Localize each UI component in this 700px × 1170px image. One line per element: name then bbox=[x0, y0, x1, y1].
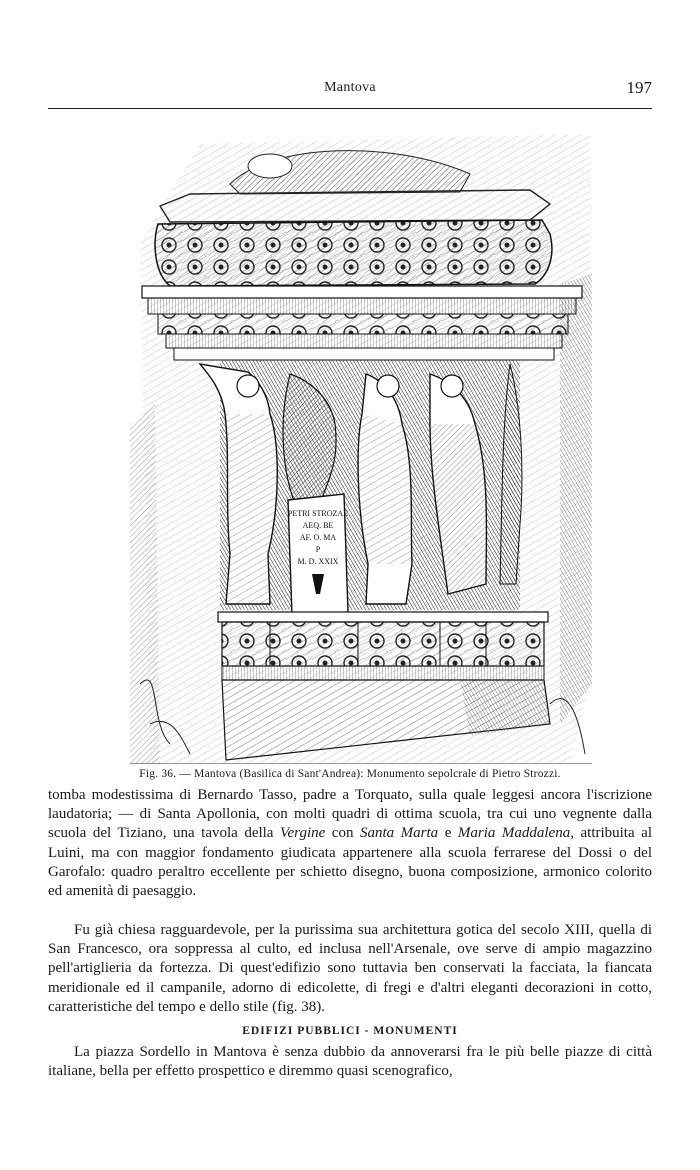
inscription-line: AEQ. BE bbox=[302, 521, 334, 530]
paragraph-1-text: tomba modestissima di Bernardo Tasso, padre a Torquato, sulla quale leggesi ancora l'iscrizione laudatoria; — di Santa Apollonia, con molti quadri di ottima scuola, tra cui uno vegnente dalla scuola del Tiziano, una tavola della bbox=[48, 787, 652, 842]
paragraph-3 bbox=[48, 1043, 652, 1081]
figure-engraving bbox=[130, 124, 592, 764]
page-header bbox=[48, 80, 652, 106]
inscription-line: PETRI STROZAE bbox=[287, 509, 349, 518]
running-title: Mantova bbox=[324, 80, 376, 95]
paragraph-3-text: La piazza Sordello in Mantova è senza dubbio da annoverarsi fra le più belle piazze di città italiane, bella per effetto prospettico e diremmo quasi scenografico, bbox=[48, 1044, 652, 1080]
section-heading: EDIFIZI PUBBLICI - MONUMENTI bbox=[242, 1025, 458, 1037]
inscription-line: P bbox=[315, 545, 321, 554]
page-number: 197 bbox=[626, 78, 652, 97]
paragraph-2 bbox=[48, 921, 652, 1017]
paragraph-1-text: , attribuita al Luini, ma con maggior fondamento giudicata appartenere alla scuola ferrarese del Dossi o del Garofalo: quadro peraltro eccellente per schietto disegno, buona composizione, armonico colorito ed amenità di paesaggio. bbox=[48, 825, 652, 900]
paragraph-2-text: Fu già chiesa ragguardevole, per la purissima sua architettura gotica del secolo XIII, quella di San Francesco, ora soppressa al culto, ed inclusa nell'Arsenale, ove serve di ampio magazzino pell'artiglieria da fortezza. Di quest'edifizio sono tuttavia ben conservati la facciata, la fiancata meridionale ed il campanile, adorno di edicolette, di fregi e d'altri eleganti decorazioni in cotto, caratteristiche del tempo e dello stile (fig. 38). bbox=[48, 922, 652, 1015]
strozzi-monument-illustration bbox=[130, 124, 592, 764]
figure-caption: Fig. 36. — Mantova (Basilica di Sant'Andrea): Monumento sepolcrale di Pietro Strozzi. bbox=[139, 768, 561, 780]
inscription-line: M. D. XXIX bbox=[297, 557, 339, 566]
paragraph-1 bbox=[48, 786, 652, 901]
paragraph-1-text: e bbox=[438, 825, 458, 842]
italic-title-santa-marta: Santa Marta bbox=[359, 825, 439, 842]
italic-title-maria-maddalena: Maria Maddalena bbox=[457, 825, 571, 842]
inscription-line: AF. O. MA bbox=[299, 533, 337, 542]
paragraph-1-text: con bbox=[325, 825, 360, 842]
header-rule bbox=[48, 108, 652, 109]
italic-title-vergine: Vergine bbox=[280, 825, 326, 842]
